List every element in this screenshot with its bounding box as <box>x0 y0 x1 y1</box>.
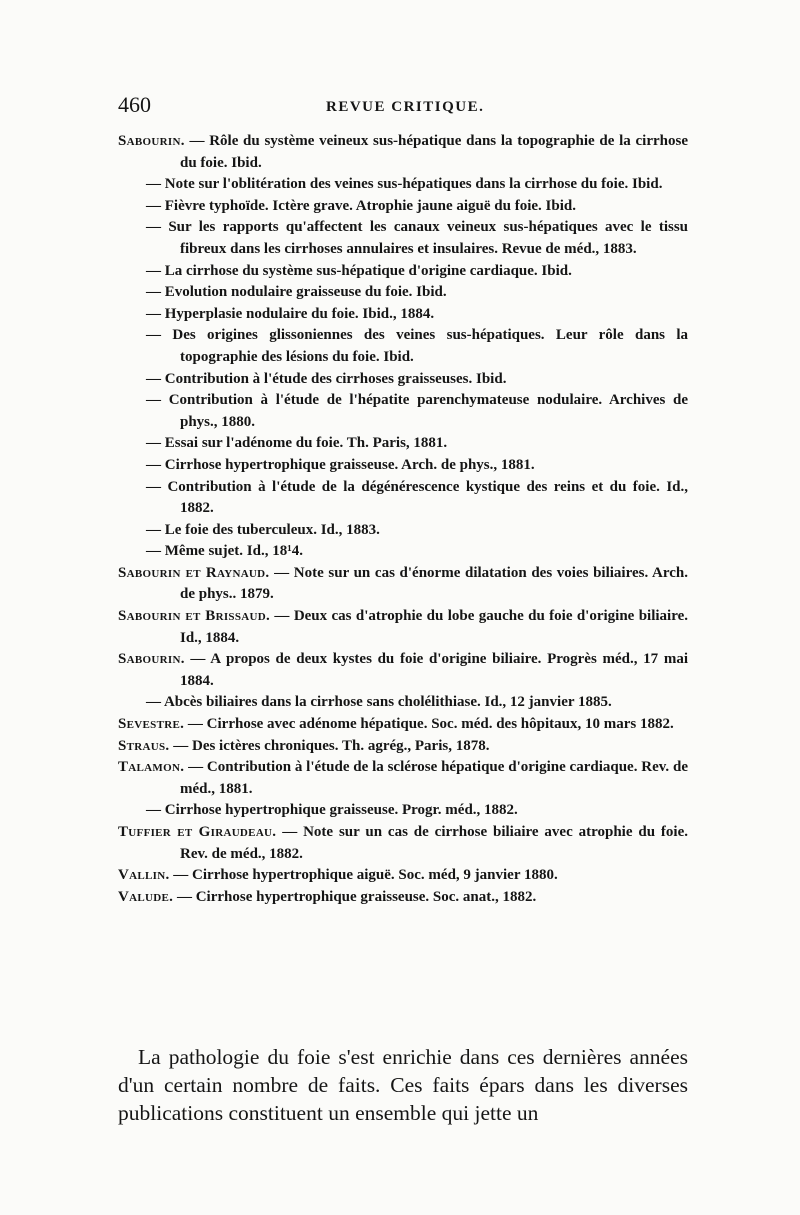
bibliography-entry <box>118 822 688 865</box>
entry-text: Contribution à l'étude de l'hépatite parenchymateuse nodulaire. Archives de phys., 1880. <box>168 392 689 430</box>
bibliography-entry <box>118 563 688 606</box>
entry-text: La cirrhose du système sus-hépatique d'origine cardiaque. Ibid. <box>164 262 572 279</box>
entry-text: Cirrhose hypertrophique graisseuse. Soc. anat., 1882. <box>195 888 537 905</box>
bibliography-entry <box>118 649 688 692</box>
entry-author: Straus. <box>118 737 170 754</box>
bibliography-entry <box>118 174 688 196</box>
entry-text: Note sur un cas d'énorme dilatation des voies biliaires. Arch. de phys.. 1879. <box>180 564 689 603</box>
entry-text: Cirrhose hypertrophique aiguë. Soc. méd, 9 janvier 1880. <box>192 867 558 884</box>
bibliography-entry <box>118 757 688 800</box>
entry-author: Valude. <box>118 888 174 905</box>
bibliography-list <box>118 131 688 908</box>
entry-text: Rôle du système veineux sus-hépatique dans la topographie de la cirrhose du foie. Ibid. <box>180 133 688 171</box>
entry-author: Sabourin. <box>118 133 185 149</box>
bibliography-entry <box>118 304 688 326</box>
bibliography-entry <box>118 196 688 218</box>
entry-text: Hyperplasie nodulaire du foie. Ibid., 1884. <box>164 305 435 322</box>
entry-dash: — <box>276 824 304 840</box>
entry-dash: — <box>146 197 165 214</box>
entry-dash: — <box>269 564 294 581</box>
entry-text: Evolution nodulaire graisseuse du foie. Ibid. <box>164 284 447 301</box>
bibliography-entry <box>118 865 688 887</box>
entry-dash: — <box>146 370 165 387</box>
body-paragraph: La pathologie du foie s'est enrichie dans ces dernières années d'un certain nombre de faits. Ces faits épars dans les diverses publications constituent un ensemble qui jette un <box>118 1045 688 1125</box>
entry-author: Sabourin et Brissaud. <box>118 608 271 625</box>
entry-dash: — <box>146 327 173 344</box>
entry-dash: — <box>146 521 165 538</box>
entry-text: Des ictères chroniques. Th. agrég., Paris, 1878. <box>191 737 490 754</box>
entry-author: Sabourin. <box>118 651 185 668</box>
entry-text: Cirrhose hypertrophique graisseuse. Arch. de phys., 1881. <box>164 456 535 473</box>
entry-author: Talamon. <box>118 759 185 776</box>
bibliography-entry <box>118 455 688 477</box>
bibliography-entry <box>118 606 688 649</box>
entry-dash: — <box>146 802 165 819</box>
entry-text: Cirrhose hypertrophique graisseuse. Progr. méd., 1882. <box>164 802 518 819</box>
bibliography-entry <box>118 541 688 563</box>
entry-dash: — <box>146 392 169 409</box>
entry-dash: — <box>146 219 169 236</box>
entry-dash: — <box>184 133 210 149</box>
entry-text: Le foie des tuberculeux. Id., 1883. <box>164 521 380 538</box>
entry-text: Des origines glissoniennes des veines sus-hépatiques. Leur rôle dans la topographie des lésions du foie. Ibid. <box>172 327 689 365</box>
entry-author: Vallin. <box>118 867 170 884</box>
bibliography-entry <box>118 282 688 304</box>
entry-text: A propos de deux kystes du foie d'origine biliaire. Progrès méd., 17 mai 1884. <box>180 651 688 689</box>
bibliography-entry <box>118 261 688 283</box>
entry-text: Contribution à l'étude de la dégénérescence kystique des reins et du foie. Id., 1882. <box>167 478 688 517</box>
bibliography-entry <box>118 736 688 758</box>
bibliography-entry <box>118 520 688 542</box>
entry-dash: — <box>146 456 165 473</box>
entry-dash: — <box>184 651 211 668</box>
entry-dash: — <box>146 284 165 301</box>
entry-dash: — <box>173 888 196 905</box>
entry-text: Deux cas d'atrophie du lobe gauche du foie d'origine biliaire. Id., 1884. <box>180 608 689 646</box>
page-header <box>118 92 688 124</box>
entry-dash: — <box>146 262 165 279</box>
bibliography-entry <box>118 887 688 909</box>
bibliography-entry <box>118 800 688 822</box>
entry-text: Note sur un cas de cirrhose biliaire avec atrophie du foie. Rev. de méd., 1882. <box>180 824 688 862</box>
entry-dash: — <box>146 543 165 560</box>
entry-text: Note sur l'oblitération des veines sus-hépatiques dans la cirrhose du foie. Ibid. <box>164 176 663 193</box>
entry-text: Contribution à l'étude des cirrhoses graisseuses. Ibid. <box>164 370 507 387</box>
bibliography-entry <box>118 131 688 174</box>
page-number: 460 <box>118 92 151 117</box>
bibliography-entry <box>118 325 688 368</box>
entry-text: Fièvre typhoïde. Ictère grave. Atrophie jaune aiguë du foie. Ibid. <box>164 197 576 214</box>
bibliography-entry <box>118 217 688 260</box>
bibliography-entry <box>118 390 688 433</box>
bibliography-entry <box>118 477 688 520</box>
entry-text: Même sujet. Id., 18¹4. <box>164 543 303 560</box>
bibliography-entry <box>118 433 688 455</box>
entry-dash: — <box>184 716 207 733</box>
entry-dash: — <box>146 478 168 495</box>
bibliography-entry <box>118 692 688 714</box>
entry-dash: — <box>184 759 207 776</box>
entry-author: Sabourin et Raynaud. <box>118 564 270 581</box>
entry-dash: — <box>169 737 192 754</box>
entry-text: Sur les rapports qu'affectent les canaux veineux sus-hépatiques avec le tissu fibreux dans les cirrhoses annulaires et insulaires. Revue de méd., 1883. <box>168 219 688 257</box>
entry-text: Abcès biliaires dans la cirrhose sans cholélithiase. Id., 12 janvier 1885. <box>163 694 612 711</box>
entry-text: Cirrhose avec adénome hépatique. Soc. méd. des hôpitaux, 10 mars 1882. <box>206 716 674 733</box>
entry-dash: — <box>146 694 164 711</box>
bibliography-entry <box>118 369 688 391</box>
entry-dash: — <box>146 305 165 322</box>
entry-dash: — <box>146 435 165 452</box>
entry-dash: — <box>270 608 294 625</box>
entry-author: Tuffier et Giraudeau. <box>118 824 277 840</box>
running-title: REVUE CRITIQUE. <box>326 99 485 115</box>
entry-dash: — <box>169 867 193 884</box>
entry-text: Essai sur l'adénome du foie. Th. Paris, 1881. <box>164 435 448 452</box>
bibliography-entry <box>118 714 688 736</box>
entry-author: Sevestre. <box>118 716 185 733</box>
entry-dash: — <box>146 176 165 193</box>
entry-text: Contribution à l'étude de la sclérose hépatique d'origine cardiaque. Rev. de méd., 1881. <box>180 759 688 797</box>
